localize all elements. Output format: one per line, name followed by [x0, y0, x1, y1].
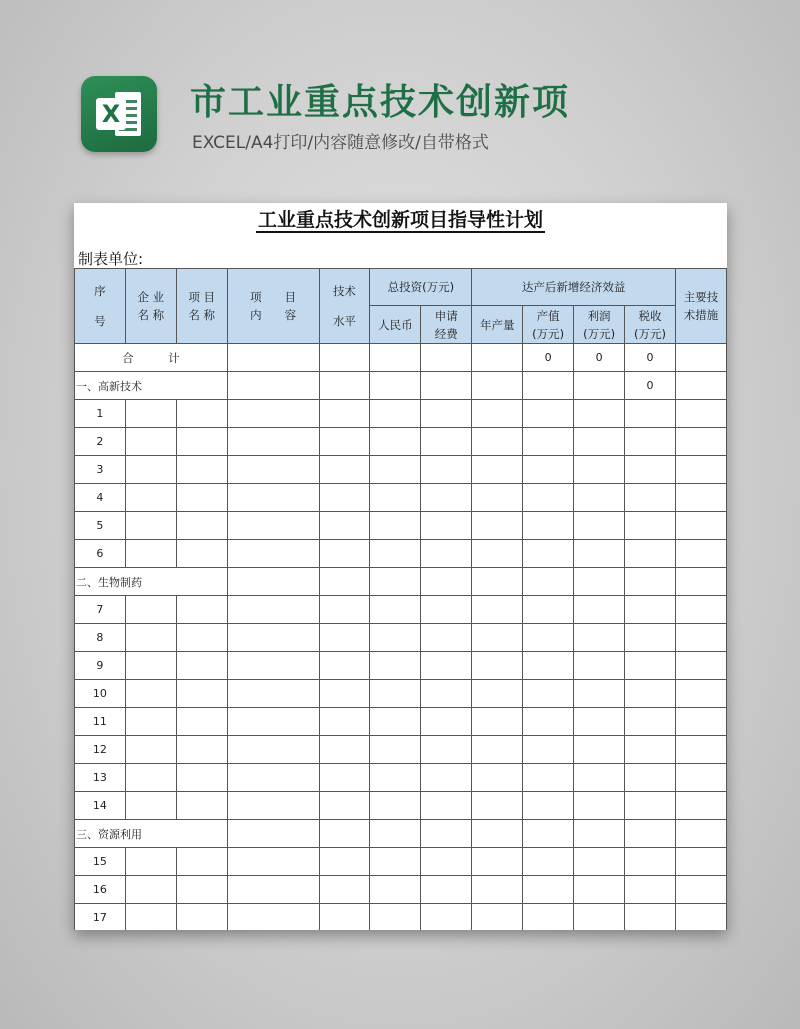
table-cell	[675, 568, 726, 596]
table-cell	[370, 848, 421, 876]
table-cell	[523, 540, 574, 568]
table-cell	[472, 512, 523, 540]
table-cell	[574, 876, 625, 904]
table-cell	[675, 764, 726, 792]
table-cell	[176, 428, 227, 456]
row-number: 5	[75, 512, 126, 540]
table-cell	[370, 400, 421, 428]
table-cell	[675, 540, 726, 568]
table-cell	[125, 876, 176, 904]
table-cell	[472, 792, 523, 820]
table-cell	[472, 344, 523, 372]
table-cell	[574, 428, 625, 456]
table-cell	[625, 848, 676, 876]
table-cell	[472, 456, 523, 484]
table-cell	[625, 512, 676, 540]
table-cell	[675, 624, 726, 652]
table-cell	[675, 372, 726, 400]
table-cell	[675, 484, 726, 512]
table-cell	[370, 428, 421, 456]
table-row	[75, 680, 727, 708]
table-row	[75, 792, 727, 820]
table-cell	[421, 568, 472, 596]
table-cell	[675, 344, 726, 372]
table-cell	[472, 764, 523, 792]
table-cell	[370, 624, 421, 652]
table-cell	[176, 680, 227, 708]
table-cell	[675, 736, 726, 764]
table-cell	[625, 428, 676, 456]
table-cell	[319, 736, 370, 764]
row-number: 15	[75, 848, 126, 876]
table-cell	[176, 512, 227, 540]
header-economic-benefit: 达产后新增经济效益	[472, 269, 676, 306]
table-cell	[370, 540, 421, 568]
total-row	[75, 344, 727, 372]
table-cell	[625, 484, 676, 512]
header-profit: 利润 (万元)	[574, 306, 625, 344]
table-cell	[472, 596, 523, 624]
row-number: 13	[75, 764, 126, 792]
table-cell	[625, 792, 676, 820]
table-cell	[319, 344, 370, 372]
table-cell	[625, 652, 676, 680]
table-cell	[176, 484, 227, 512]
table-cell	[421, 820, 472, 848]
page-subtitle: EXCEL/A4打印/内容随意修改/自带格式	[192, 133, 489, 153]
table-cell	[421, 764, 472, 792]
table-row	[75, 904, 727, 931]
table-cell	[370, 792, 421, 820]
table-cell	[421, 456, 472, 484]
table-cell	[574, 652, 625, 680]
table-row	[75, 876, 727, 904]
spreadsheet-preview	[74, 203, 727, 930]
table-cell	[176, 652, 227, 680]
table-cell	[227, 792, 319, 820]
table-cell	[472, 876, 523, 904]
table-cell	[421, 680, 472, 708]
table-cell	[523, 512, 574, 540]
table-cell	[319, 456, 370, 484]
sheet-title: 工业重点技术创新项目指导性计划	[257, 209, 543, 231]
row-number: 3	[75, 456, 126, 484]
section-row	[75, 820, 727, 848]
unit-label: 制表单位:	[78, 250, 144, 268]
table-cell	[319, 652, 370, 680]
table-cell	[227, 484, 319, 512]
table-cell	[227, 456, 319, 484]
table-cell	[472, 708, 523, 736]
table-cell	[227, 372, 319, 400]
table-cell	[421, 624, 472, 652]
header-tax: 税收 (万元)	[625, 306, 676, 344]
table-cell	[227, 680, 319, 708]
table-cell	[176, 848, 227, 876]
table-cell	[125, 512, 176, 540]
table-cell	[176, 876, 227, 904]
table-cell	[675, 428, 726, 456]
row-number: 16	[75, 876, 126, 904]
table-cell	[625, 540, 676, 568]
table-cell	[421, 792, 472, 820]
table-cell	[176, 708, 227, 736]
table-cell	[370, 764, 421, 792]
section-row	[75, 372, 727, 400]
table-row	[75, 596, 727, 624]
table-cell	[319, 680, 370, 708]
table-cell	[227, 344, 319, 372]
section-tax	[625, 568, 676, 596]
table-cell	[625, 736, 676, 764]
table-cell	[370, 680, 421, 708]
table-cell	[523, 792, 574, 820]
table-cell	[370, 568, 421, 596]
section-label: 三、资源利用	[75, 820, 228, 848]
table-cell	[227, 596, 319, 624]
table-row	[75, 736, 727, 764]
table-cell	[574, 540, 625, 568]
total-output-value: 0	[523, 344, 574, 372]
table-cell	[574, 736, 625, 764]
header-tech-level: 技术 水平	[319, 269, 370, 344]
table-cell	[421, 652, 472, 680]
table-cell	[319, 540, 370, 568]
table-cell	[523, 596, 574, 624]
table-cell	[523, 568, 574, 596]
table-row	[75, 848, 727, 876]
table-row	[75, 456, 727, 484]
table-cell	[421, 344, 472, 372]
table-cell	[523, 680, 574, 708]
row-number: 11	[75, 708, 126, 736]
table-cell	[125, 736, 176, 764]
table-cell	[421, 540, 472, 568]
table-cell	[523, 848, 574, 876]
table-cell	[319, 568, 370, 596]
table-cell	[125, 484, 176, 512]
table-cell	[625, 596, 676, 624]
page-title: 市工业重点技术创新项	[190, 82, 571, 123]
table-cell	[421, 736, 472, 764]
total-profit: 0	[574, 344, 625, 372]
table-cell	[675, 456, 726, 484]
table-cell	[523, 708, 574, 736]
table-cell	[319, 372, 370, 400]
table-cell	[370, 512, 421, 540]
table-cell	[421, 484, 472, 512]
header-output-value: 产值 (万元)	[523, 306, 574, 344]
table-cell	[125, 680, 176, 708]
table-cell	[125, 904, 176, 931]
table-cell	[421, 512, 472, 540]
table-cell	[319, 400, 370, 428]
table-cell	[625, 904, 676, 931]
table-cell	[421, 400, 472, 428]
table-cell	[574, 624, 625, 652]
table-cell	[472, 568, 523, 596]
table-cell	[472, 624, 523, 652]
table-cell	[176, 596, 227, 624]
table-cell	[523, 400, 574, 428]
table-cell	[523, 456, 574, 484]
table-cell	[574, 512, 625, 540]
table-cell	[625, 456, 676, 484]
section-label: 二、生物制药	[75, 568, 228, 596]
table-cell	[319, 624, 370, 652]
table-cell	[472, 736, 523, 764]
table-cell	[625, 876, 676, 904]
table-cell	[421, 876, 472, 904]
table-row	[75, 400, 727, 428]
table-row	[75, 428, 727, 456]
row-number: 1	[75, 400, 126, 428]
table-cell	[625, 764, 676, 792]
table-cell	[370, 652, 421, 680]
table-cell	[472, 400, 523, 428]
table-cell	[370, 344, 421, 372]
table-cell	[176, 904, 227, 931]
table-row	[75, 512, 727, 540]
table-cell	[227, 708, 319, 736]
table-cell	[370, 876, 421, 904]
table-cell	[675, 708, 726, 736]
row-number: 9	[75, 652, 126, 680]
header-content: 项 目 内 容	[227, 269, 319, 344]
table-cell	[675, 596, 726, 624]
section-tax: 0	[625, 372, 676, 400]
table-cell	[227, 428, 319, 456]
table-cell	[421, 596, 472, 624]
table-cell	[370, 456, 421, 484]
table-cell	[472, 848, 523, 876]
table-cell	[574, 400, 625, 428]
table-cell	[675, 652, 726, 680]
table-cell	[227, 624, 319, 652]
table-cell	[574, 456, 625, 484]
table-cell	[125, 848, 176, 876]
table-cell	[227, 652, 319, 680]
table-cell	[574, 904, 625, 931]
table-cell	[176, 736, 227, 764]
table-cell	[319, 428, 370, 456]
table-cell	[125, 428, 176, 456]
section-row	[75, 568, 727, 596]
table-cell	[472, 680, 523, 708]
table-cell	[176, 792, 227, 820]
total-label: 合 计	[75, 344, 228, 372]
table-cell	[675, 792, 726, 820]
table-row	[75, 708, 727, 736]
table-cell	[574, 680, 625, 708]
table-cell	[227, 568, 319, 596]
header-total-investment: 总投资(万元)	[370, 269, 472, 306]
row-number: 7	[75, 596, 126, 624]
table-cell	[319, 848, 370, 876]
table-cell	[227, 848, 319, 876]
table-cell	[675, 904, 726, 931]
table-cell	[125, 764, 176, 792]
table-cell	[227, 820, 319, 848]
table-cell	[125, 792, 176, 820]
table-row	[75, 540, 727, 568]
table-cell	[625, 680, 676, 708]
table-cell	[675, 512, 726, 540]
table-cell	[319, 512, 370, 540]
table-cell	[421, 848, 472, 876]
table-cell	[370, 904, 421, 931]
table-cell	[176, 400, 227, 428]
row-number: 8	[75, 624, 126, 652]
table-cell	[675, 848, 726, 876]
table-cell	[319, 820, 370, 848]
table-cell	[625, 624, 676, 652]
table-cell	[319, 764, 370, 792]
table-cell	[523, 372, 574, 400]
table-cell	[125, 540, 176, 568]
table-cell	[125, 652, 176, 680]
table-cell	[370, 708, 421, 736]
table-cell	[523, 624, 574, 652]
table-cell	[227, 512, 319, 540]
table-cell	[523, 428, 574, 456]
table-cell	[125, 400, 176, 428]
table-cell	[125, 624, 176, 652]
table-cell	[523, 764, 574, 792]
row-number: 4	[75, 484, 126, 512]
table-cell	[625, 400, 676, 428]
table-cell	[319, 708, 370, 736]
table-cell	[125, 708, 176, 736]
table-cell	[176, 456, 227, 484]
table-cell	[227, 764, 319, 792]
table-cell	[227, 904, 319, 931]
table-cell	[227, 540, 319, 568]
table-cell	[574, 484, 625, 512]
table-cell	[523, 484, 574, 512]
section-tax	[625, 820, 676, 848]
table-row	[75, 764, 727, 792]
table-cell	[370, 372, 421, 400]
table-cell	[319, 596, 370, 624]
table-cell	[370, 820, 421, 848]
table-cell	[421, 428, 472, 456]
table-cell	[574, 792, 625, 820]
table-cell	[523, 904, 574, 931]
table-cell	[421, 372, 472, 400]
plan-table	[74, 268, 727, 930]
header-measures: 主要技 术措施	[675, 269, 726, 344]
header-annual-output: 年产量	[472, 306, 523, 344]
table-cell	[472, 428, 523, 456]
table-cell	[227, 876, 319, 904]
table-cell	[574, 708, 625, 736]
table-cell	[523, 820, 574, 848]
row-number: 10	[75, 680, 126, 708]
table-cell	[574, 596, 625, 624]
table-cell	[574, 820, 625, 848]
header-company: 企 业 名 称	[125, 269, 176, 344]
table-cell	[675, 820, 726, 848]
header-project: 项 目 名 称	[176, 269, 227, 344]
table-row	[75, 652, 727, 680]
table-cell	[421, 904, 472, 931]
table-cell	[472, 372, 523, 400]
row-number: 14	[75, 792, 126, 820]
table-cell	[370, 736, 421, 764]
header-seq: 序 号	[75, 269, 126, 344]
table-cell	[523, 652, 574, 680]
total-tax: 0	[625, 344, 676, 372]
table-cell	[675, 876, 726, 904]
table-cell	[574, 372, 625, 400]
table-cell	[472, 904, 523, 931]
table-cell	[370, 596, 421, 624]
section-label: 一、高新技术	[75, 372, 228, 400]
table-cell	[176, 540, 227, 568]
table-cell	[675, 680, 726, 708]
table-cell	[125, 596, 176, 624]
table-cell	[176, 624, 227, 652]
table-cell	[472, 540, 523, 568]
table-cell	[625, 708, 676, 736]
table-cell	[574, 764, 625, 792]
row-number: 2	[75, 428, 126, 456]
excel-icon: X	[81, 76, 157, 152]
table-cell	[574, 848, 625, 876]
table-cell	[125, 456, 176, 484]
table-cell	[319, 876, 370, 904]
table-cell	[472, 652, 523, 680]
table-cell	[227, 736, 319, 764]
table-row	[75, 484, 727, 512]
table-cell	[319, 484, 370, 512]
row-number: 6	[75, 540, 126, 568]
row-number: 12	[75, 736, 126, 764]
table-cell	[472, 820, 523, 848]
table-cell	[574, 568, 625, 596]
table-cell	[319, 792, 370, 820]
table-cell	[675, 400, 726, 428]
table-cell	[523, 876, 574, 904]
header-rmb: 人民币	[370, 306, 421, 344]
table-cell	[319, 904, 370, 931]
header-applied-funds: 申请 经费	[421, 306, 472, 344]
table-cell	[472, 484, 523, 512]
table-cell	[370, 484, 421, 512]
table-cell	[176, 764, 227, 792]
table-cell	[227, 400, 319, 428]
table-cell	[523, 736, 574, 764]
table-cell	[421, 708, 472, 736]
table-row	[75, 624, 727, 652]
row-number: 17	[75, 904, 126, 931]
